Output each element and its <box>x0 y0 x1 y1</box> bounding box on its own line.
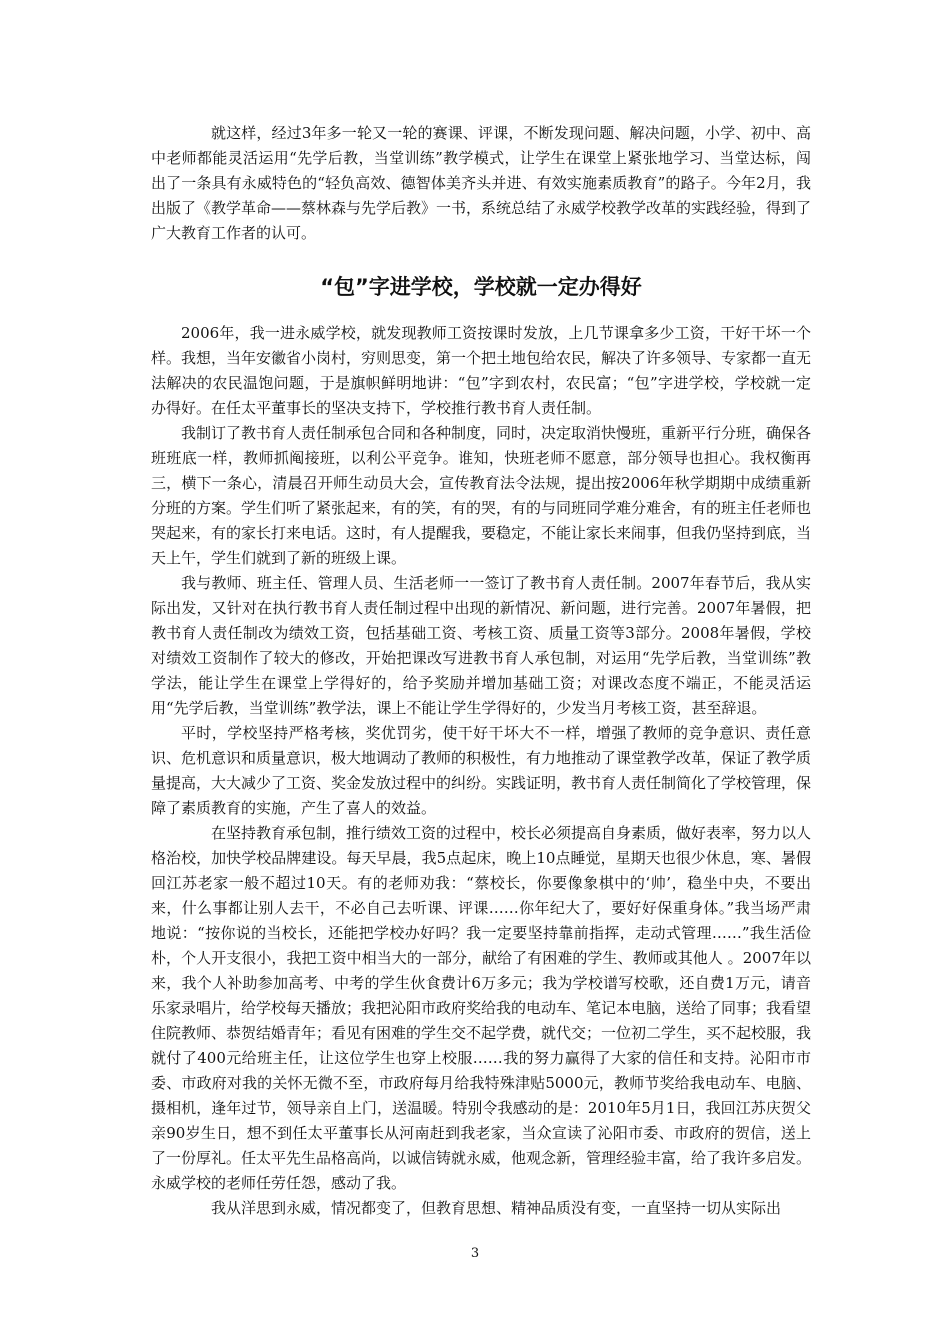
page-number: 3 <box>470 1246 480 1261</box>
paragraph: 平时，学校坚持严格考核，奖优罚劣，使干好干坏大不一样，增强了教师的竞争意识、责任意识、危机意识和质量意识，极大地调动了教师的积极性，有力地推动了课堂教学改革，保证了教学质量提高，大大减少了工资、奖金发放过程中的纠纷。实践证明，教书育人责任制简化了学校管理，保障了素质教育的实施，产生了喜人的效益。 <box>151 724 812 817</box>
section-title: “包”字进学校，学校就一定办得好 <box>320 275 642 299</box>
paragraph: 我从洋思到永威，情况都变了，但教育思想、精神品质没有变，一直坚持一切从实际出 <box>211 1199 782 1217</box>
paragraph: 在坚持教育承包制，推行绩效工资的过程中，校长必须提高自身素质，做好表率，努力以人格治校，加快学校品牌建设。每天早晨，我5点起床，晚上10点睡觉，星期天也很少休息，寒、暑假回江苏老家一般不超过10天。有的老师劝我：“蔡校长，你要像象棋中的‘帅’，稳坐中央，不要出来，什么事都让别人去干，不必自己去听课、评课……你年纪大了，要好好保重身体。”我当场严肃地说：“按你说的当校长，还能把学校办好吗？我一定要坚持靠前指挥，走动式管理……”我生活俭朴，个人开支很小，我把工资中相当大的一部分，献给了有困难的学生、教师或其他人 。2007年以来，我个人补助参加高考、中考的学生伙食费计6万多元；我为学校谱写校歌，还自费1万元，请音乐家录唱片，给学校每天播放；我把沁阳市政府奖给我的电动车、笔记本电脑，送给了同事；我看望住院教师、恭贺结婚青年；看见有困难的学生交不起学费，就代交；一位初二学生，买不起校服，我就付了400元给班主任，让这位学生也穿上校服……我的努力赢得了大家的信任和支持。沁阳市市委、市政府对我的关怀无微不至，市政府每月给我特殊津贴5000元，教师节奖给我电动车、电脑、摄相机，逢年过节，领导亲自上门，送温暖。特别令我感动的是：2010年5月1日，我回江苏庆贺父亲90岁生日，想不到任太平董事长从河南赶到我老家，当众宣读了沁阳市委、市政府的贺信，送上了一份厚礼。任太平先生品格高尚，以诚信铸就永威，他观念新，管理经验丰富，给了我许多启发。永威学校的老师任劳任怨，感动了我。 <box>151 824 812 1192</box>
paragraph: 我与教师、班主任、管理人员、生活老师一一签订了教书育人责任制。2007年春节后，我从实际出发，又针对在执行教书育人责任制过程中出现的新情况、新问题，进行完善。2007年暑假，把教书育人责任制改为绩效工资，包括基础工资、考核工资、质量工资等3部分。2008年暑假，学校对绩效工资制作了较大的修改，开始把课改写进教书育人承包制，对运用“先学后教，当堂训练”教学法，能让学生在课堂上学得好的，给予奖励并增加基础工资；对课改态度不端正，不能灵活运用“先学后教，当堂训练”教学法，课上不能让学生学得好的，少发当月考核工资，甚至辞退。 <box>151 574 811 717</box>
intro-paragraph: 就这样，经过3年多一轮又一轮的赛课、评课，不断发现问题、解决问题，小学、初中、高中老师都能灵活运用“先学后教，当堂训练”教学模式，让学生在课堂上紧张地学习、当堂达标，闯出了一条具有永威特色的“轻负高效、德智体美齐头并进、有效实施素质教育”的路子。今年2月，我出版了《教学革命——蔡林森与先学后教》一书，系统总结了永威学校教学改革的实践经验，得到了广大教育工作者的认可。 <box>151 124 812 242</box>
paragraph: 我制订了教书育人责任制承包合同和各种制度，同时，决定取消快慢班，重新平行分班，确保各班班底一样，教师抓阄接班，以利公平竞争。谁知，快班老师不愿意，部分领导也担心。我权衡再三，横下一条心，清晨召开师生动员大会，宣传教育法令法规，提出按2006年秋学期期中成绩重新分班的方案。学生们听了紧张起来，有的笑，有的哭，有的与同班同学难分难舍，有的班主任老师也哭起来，有的家长打来电话。这时，有人提醒我，要稳定，不能让家长来闹事，但我仍坚持到底，当天上午，学生们就到了新的班级上课。 <box>151 424 812 567</box>
intro-section <box>151 121 811 246</box>
body-section <box>151 321 811 1221</box>
paragraph: 2006年，我一进永威学校，就发现教师工资按课时发放，上几节课拿多少工资，干好干坏一个样。我想，当年安徽省小岗村，穷则思变，第一个把土地包给农民，解决了许多领导、专家都一直无法解决的农民温饱问题，于是旗帜鲜明地讲：“包”字到农村，农民富；“包”字进学校，学校就一定办得好。在任太平董事长的坚决支持下，学校推行教书育人责任制。 <box>151 324 812 417</box>
